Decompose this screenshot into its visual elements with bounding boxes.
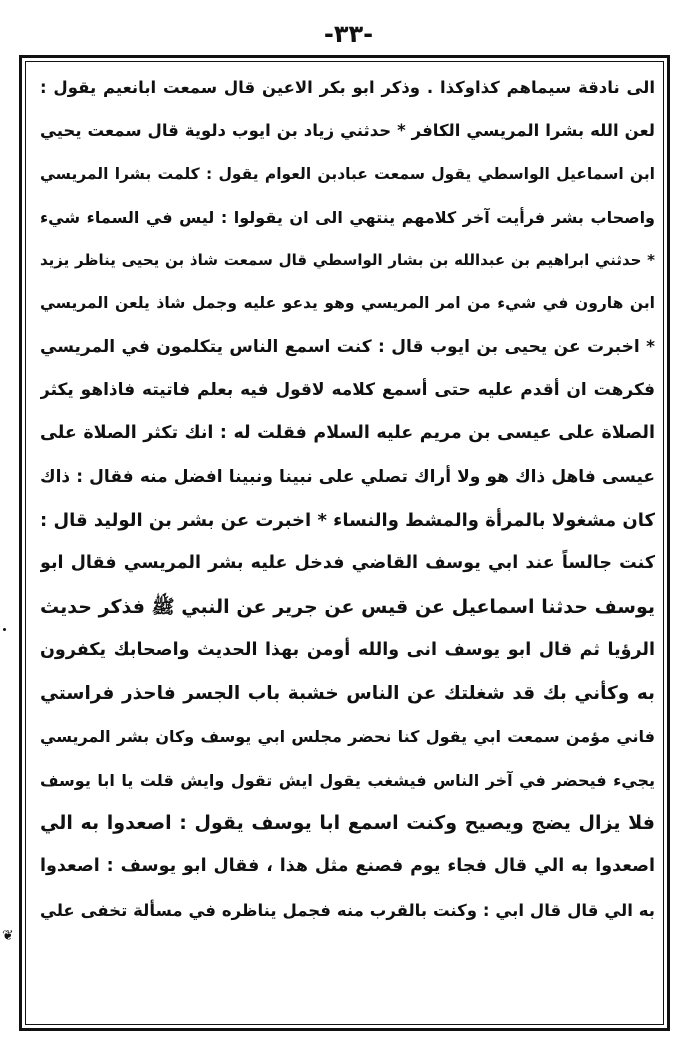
text-line: فاني مؤمن سمعت ابي يقول كنا نحضر مجلس ابي يوسف وكان بشر المريسي bbox=[40, 727, 655, 747]
text-line: يجيء فيحضر في آخر الناس فيشغب يقول ايش تقول وايش قلت يا ابا يوسف bbox=[40, 770, 655, 790]
margin-mark: ❦ bbox=[2, 928, 14, 944]
text-line: لعن الله بشرا المريسي الكافر * حدثني زياد بن ايوب دلوية قال سمعت يحيي bbox=[40, 121, 655, 141]
text-line: * اخبرت عن يحيى بن ايوب قال : كنت اسمع الناس يتكلمون في المريسي bbox=[40, 336, 655, 357]
text-line: فكرهت ان أقدم عليه حتى أسمع كلامه لاقول فيه بعلم فاتيته فاذاهو يكثر bbox=[40, 380, 655, 401]
text-line: واصحاب بشر فرأيت آخر كلامهم ينتهي الى ان يقولوا : ليس في السماء شيء bbox=[40, 207, 655, 227]
text-line: الرؤيا ثم قال ابو يوسف انى والله أومن بهذا الحديث واصحابك يكفرون bbox=[40, 639, 655, 660]
text-line: كنت جالساً عند ابي يوسف القاضي فدخل عليه بشر المريسي فقال ابو bbox=[40, 553, 655, 574]
text-line: * حدثني ابراهيم بن عبدالله بن بشار الواسطي قال سمعت شاذ بن يحيى يناظر يزيد bbox=[40, 251, 655, 270]
text-line: به وكأني بك قد شغلتك عن الناس خشبة باب الجسر فاحذر فراستي bbox=[40, 683, 655, 705]
page-text-body bbox=[40, 66, 655, 1021]
margin-speck bbox=[3, 628, 6, 631]
text-line: عيسى فاهل ذاك هو ولا أراك تصلي على نبينا ونبينا افضل منه فقال : ذاك bbox=[40, 466, 655, 487]
text-line: ابن اسماعيل الواسطي يقول سمعت عبادبن العوام يقول : كلمت بشرا المريسي bbox=[40, 164, 655, 183]
text-line: الى نادقة سيماهم كذاوكذا . وذكر ابو بكر الاعين قال سمعت ابانعيم يقول : bbox=[40, 78, 655, 97]
page-number: -٣٣- bbox=[323, 20, 374, 48]
text-line: فلا يزال يضج ويصيح وكنت اسمع ابا يوسف يقول : اصعدوا به الي bbox=[40, 812, 655, 835]
text-line: الصلاة على عيسى بن مريم عليه السلام فقلت له : انك تكثر الصلاة على bbox=[40, 423, 655, 444]
text-line: اصعدوا به الي قال فجاء يوم فصنع مثل هذا ، فقال ابو يوسف : اصعدوا bbox=[40, 856, 655, 877]
text-line: يوسف حدثنا اسماعيل عن قيس عن جرير عن النبي ﷺ فذكر حديث bbox=[40, 595, 655, 618]
text-line: ابن هارون في شيء من امر المريسي وهو يدعو عليه وجمل شاذ يلعن المريسي bbox=[40, 294, 655, 313]
text-line: به الي قال قال ابي : وكنت بالقرب منه فجمل يناظره في مسألة تخفى علي bbox=[40, 900, 655, 920]
text-line: كان مشغولا بالمرأة والمشط والنساء * اخبرت عن بشر بن الوليد قال : bbox=[40, 509, 655, 531]
